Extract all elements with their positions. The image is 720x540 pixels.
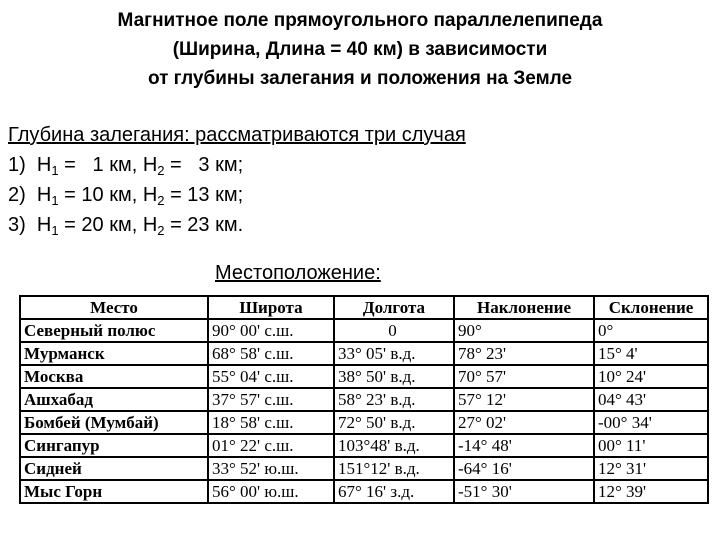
place-cell: Сингапур <box>20 434 208 457</box>
place-cell: Сидней <box>20 457 208 480</box>
h1-subscript: 1 <box>51 163 59 178</box>
title-line-1: Магнитное поле прямоугольного параллелепипеда <box>117 10 603 31</box>
table-row <box>20 480 708 503</box>
longitude-cell: 103°48' в.д. <box>334 434 454 457</box>
place-cell: Бомбей (Мумбай) <box>20 411 208 434</box>
table-row <box>20 411 708 434</box>
title-line-2: (Ширина, Длина = 40 км) в зависимости <box>172 39 548 60</box>
place-cell: Мурманск <box>20 342 208 365</box>
header-longitude: Долгота <box>334 296 454 319</box>
latitude-cell: 56° 00' ю.ш. <box>208 480 334 503</box>
h2-value: = 3 км; <box>164 154 244 176</box>
declination-cell: 0° <box>594 319 708 342</box>
h2-label: H <box>142 184 158 206</box>
case-number: 3) <box>8 214 26 236</box>
header-place: Место <box>20 296 208 319</box>
declination-cell: 12° 31' <box>594 457 708 480</box>
header-declination: Склонение <box>594 296 708 319</box>
longitude-cell: 58° 23' в.д. <box>334 388 454 411</box>
longitude-cell: 67° 16' з.д. <box>334 480 454 503</box>
longitude-cell: 151°12' в.д. <box>334 457 454 480</box>
h1-value: = 20 км, <box>58 214 143 236</box>
inclination-cell: -64° 16' <box>454 457 594 480</box>
latitude-cell: 37° 57' с.ш. <box>208 388 334 411</box>
longitude-cell: 38° 50' в.д. <box>334 365 454 388</box>
longitude-cell: 0 <box>334 319 454 342</box>
header-latitude: Широта <box>208 296 334 319</box>
declination-cell: -00° 34' <box>594 411 708 434</box>
declination-cell: 12° 39' <box>594 480 708 503</box>
depth-section <box>8 120 466 240</box>
h1-subscript: 1 <box>51 223 59 238</box>
h2-subscript: 2 <box>157 223 165 238</box>
h1-value: = 10 км, <box>58 184 143 206</box>
h1-label: H <box>36 154 52 176</box>
inclination-cell: -14° 48' <box>454 434 594 457</box>
table-header-row <box>20 296 708 319</box>
longitude-cell: 72° 50' в.д. <box>334 411 454 434</box>
table-row <box>20 365 708 388</box>
inclination-cell: 27° 02' <box>454 411 594 434</box>
place-cell: Москва <box>20 365 208 388</box>
table-row <box>20 342 708 365</box>
inclination-cell: 70° 57' <box>454 365 594 388</box>
h2-label: H <box>142 154 158 176</box>
h2-value: = 23 км. <box>164 214 244 236</box>
table-row <box>20 457 708 480</box>
latitude-cell: 68° 58' с.ш. <box>208 342 334 365</box>
latitude-cell: 01° 22' с.ш. <box>208 434 334 457</box>
declination-cell: 15° 4' <box>594 342 708 365</box>
declination-cell: 10° 24' <box>594 365 708 388</box>
depth-case-3 <box>8 210 466 240</box>
depth-case-1 <box>8 150 466 180</box>
case-number: 2) <box>8 184 26 206</box>
h1-label: H <box>36 184 52 206</box>
case-number: 1) <box>8 154 26 176</box>
inclination-cell: 90° <box>454 319 594 342</box>
h1-subscript: 1 <box>51 193 59 208</box>
h1-label: H <box>36 214 52 236</box>
location-label: Местоположение: <box>215 262 381 284</box>
h2-value: = 13 км; <box>164 184 244 206</box>
locations-table <box>19 295 709 504</box>
declination-cell: 00° 11' <box>594 434 708 457</box>
declination-cell: 04° 43' <box>594 388 708 411</box>
inclination-cell: 78° 23' <box>454 342 594 365</box>
latitude-cell: 55° 04' с.ш. <box>208 365 334 388</box>
depth-case-2 <box>8 180 466 210</box>
table-row <box>20 434 708 457</box>
title-line-3: от глубины залегания и положения на Земле <box>147 68 573 89</box>
longitude-cell: 33° 05' в.д. <box>334 342 454 365</box>
place-cell: Ашхабад <box>20 388 208 411</box>
h2-label: H <box>142 214 158 236</box>
depth-heading: Глубина залегания: рассматриваются три случая <box>8 124 466 146</box>
h2-subscript: 2 <box>157 163 165 178</box>
table-row <box>20 319 708 342</box>
place-cell: Мыс Горн <box>20 480 208 503</box>
latitude-cell: 90° 00' с.ш. <box>208 319 334 342</box>
h1-value: = 1 км, <box>58 154 143 176</box>
table-row <box>20 388 708 411</box>
page-title <box>0 6 720 93</box>
inclination-cell: -51° 30' <box>454 480 594 503</box>
inclination-cell: 57° 12' <box>454 388 594 411</box>
header-inclination: Наклонение <box>454 296 594 319</box>
latitude-cell: 18° 58' с.ш. <box>208 411 334 434</box>
latitude-cell: 33° 52' ю.ш. <box>208 457 334 480</box>
place-cell: Северный полюс <box>20 319 208 342</box>
h2-subscript: 2 <box>157 193 165 208</box>
